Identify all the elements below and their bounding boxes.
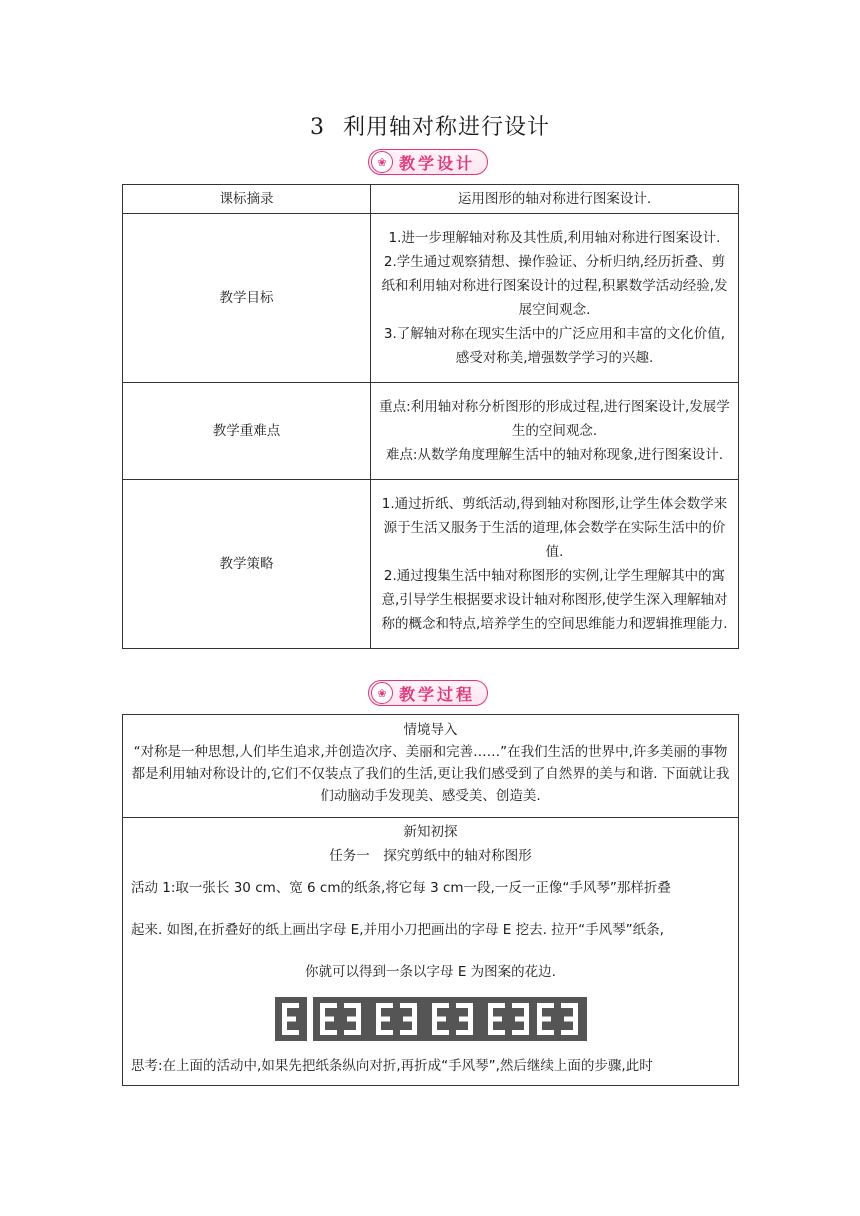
task-title: 任务一 探究剪纸中的轴对称图形 — [329, 848, 532, 864]
content-paragraph: 1.通过折纸、剪纸活动,得到轴对称图形,让学生体会数学来源于生活又服务于生活的道理,体会数学在实际生活中的价值. — [381, 496, 728, 560]
badge-book-icon: ❀ — [371, 682, 393, 704]
scenario-text: “对称是一种思想,人们毕生追求,并创造次序、美丽和完善……”在我们生活的世界中,许多美丽的事物都是利用轴对称设计的,它们不仅装点了我们的生活,更让我们感受到了自然界的美与和谐. 下面就让我们动脑动手发现美、感受美、创造美. — [131, 744, 730, 804]
table-row — [123, 480, 739, 649]
activity-text — [123, 877, 738, 983]
badge-book-icon: ❀ — [371, 151, 393, 173]
row-label-goals: 教学目标 — [123, 214, 371, 383]
teaching-design-table — [122, 184, 739, 649]
activity-line: 活动 1:取一张长 30 cm、宽 6 cm的纸条,将它每 3 cm一段,一反一正像“手风琴”那样折叠 — [131, 880, 671, 896]
think-question-line: 思考:在上面的活动中,如果先把纸条纵向对折,再折成“手风琴”,然后继续上面的步骤,此时 — [131, 1058, 653, 1074]
activity-line: 起来. 如图,在折叠好的纸上画出字母 E,并用小刀把画出的字母 E 挖去. 拉开“手风琴”纸条, — [131, 922, 664, 938]
teaching-design-badge — [368, 149, 488, 175]
letter-e-border-strip — [275, 997, 587, 1041]
row-content-standards — [371, 185, 739, 214]
content-paragraph: 重点:利用轴对称分析图形的形成过程,进行图案设计,发展学生的空间观念. — [379, 399, 730, 439]
row-content-strategy — [371, 480, 739, 649]
new-knowledge-section — [123, 818, 738, 983]
table-row — [123, 185, 739, 214]
scenario-section — [123, 715, 738, 818]
table-row — [123, 383, 739, 480]
new-knowledge-heading: 新知初探 — [403, 824, 458, 840]
content-paragraph: 1.进一步理解轴对称及其性质,利用轴对称进行图案设计. — [388, 230, 721, 246]
teaching-process-badge-label: 教学过程 — [398, 684, 475, 704]
teaching-design-badge-label: 教学设计 — [398, 153, 475, 173]
row-label-standards: 课标摘录 — [123, 185, 371, 214]
table-row — [123, 214, 739, 383]
content-paragraph: 2.通过搜集生活中轴对称图形的实例,让学生理解其中的寓意,引导学生根据要求设计轴对称图形,使学生深入理解轴对称的概念和特点,培养学生的空间思维能力和逻辑推理能力. — [381, 568, 728, 632]
row-content-key-points — [371, 383, 739, 480]
lesson-title-text: 利用轴对称进行设计 — [342, 115, 550, 140]
strip-gap — [307, 997, 313, 1041]
content-paragraph: 2.学生通过观察猜想、操作验证、分析归纳,经历折叠、剪纸和利用轴对称进行图案设计的过程,积累数学活动经验,发展空间观念. — [381, 254, 728, 318]
row-content-goals — [371, 214, 739, 383]
lesson-title — [0, 110, 860, 141]
scenario-heading: 情境导入 — [403, 722, 458, 738]
content-paragraph: 3.了解轴对称在现实生活中的广泛应用和丰富的文化价值,感受对称美,增强数学学习的兴趣. — [383, 326, 726, 366]
lesson-number: 3 — [309, 115, 325, 140]
content-paragraph: 运用图形的轴对称进行图案设计. — [457, 191, 652, 207]
activity-line: 你就可以得到一条以字母 E 为图案的花边. — [305, 964, 556, 980]
row-label-strategy: 教学策略 — [123, 480, 371, 649]
content-paragraph: 难点:从数学角度理解生活中的轴对称现象,进行图案设计. — [385, 447, 724, 463]
row-label-key-points: 教学重难点 — [123, 383, 371, 480]
teaching-process-box — [122, 714, 739, 1086]
teaching-process-badge — [368, 680, 488, 706]
